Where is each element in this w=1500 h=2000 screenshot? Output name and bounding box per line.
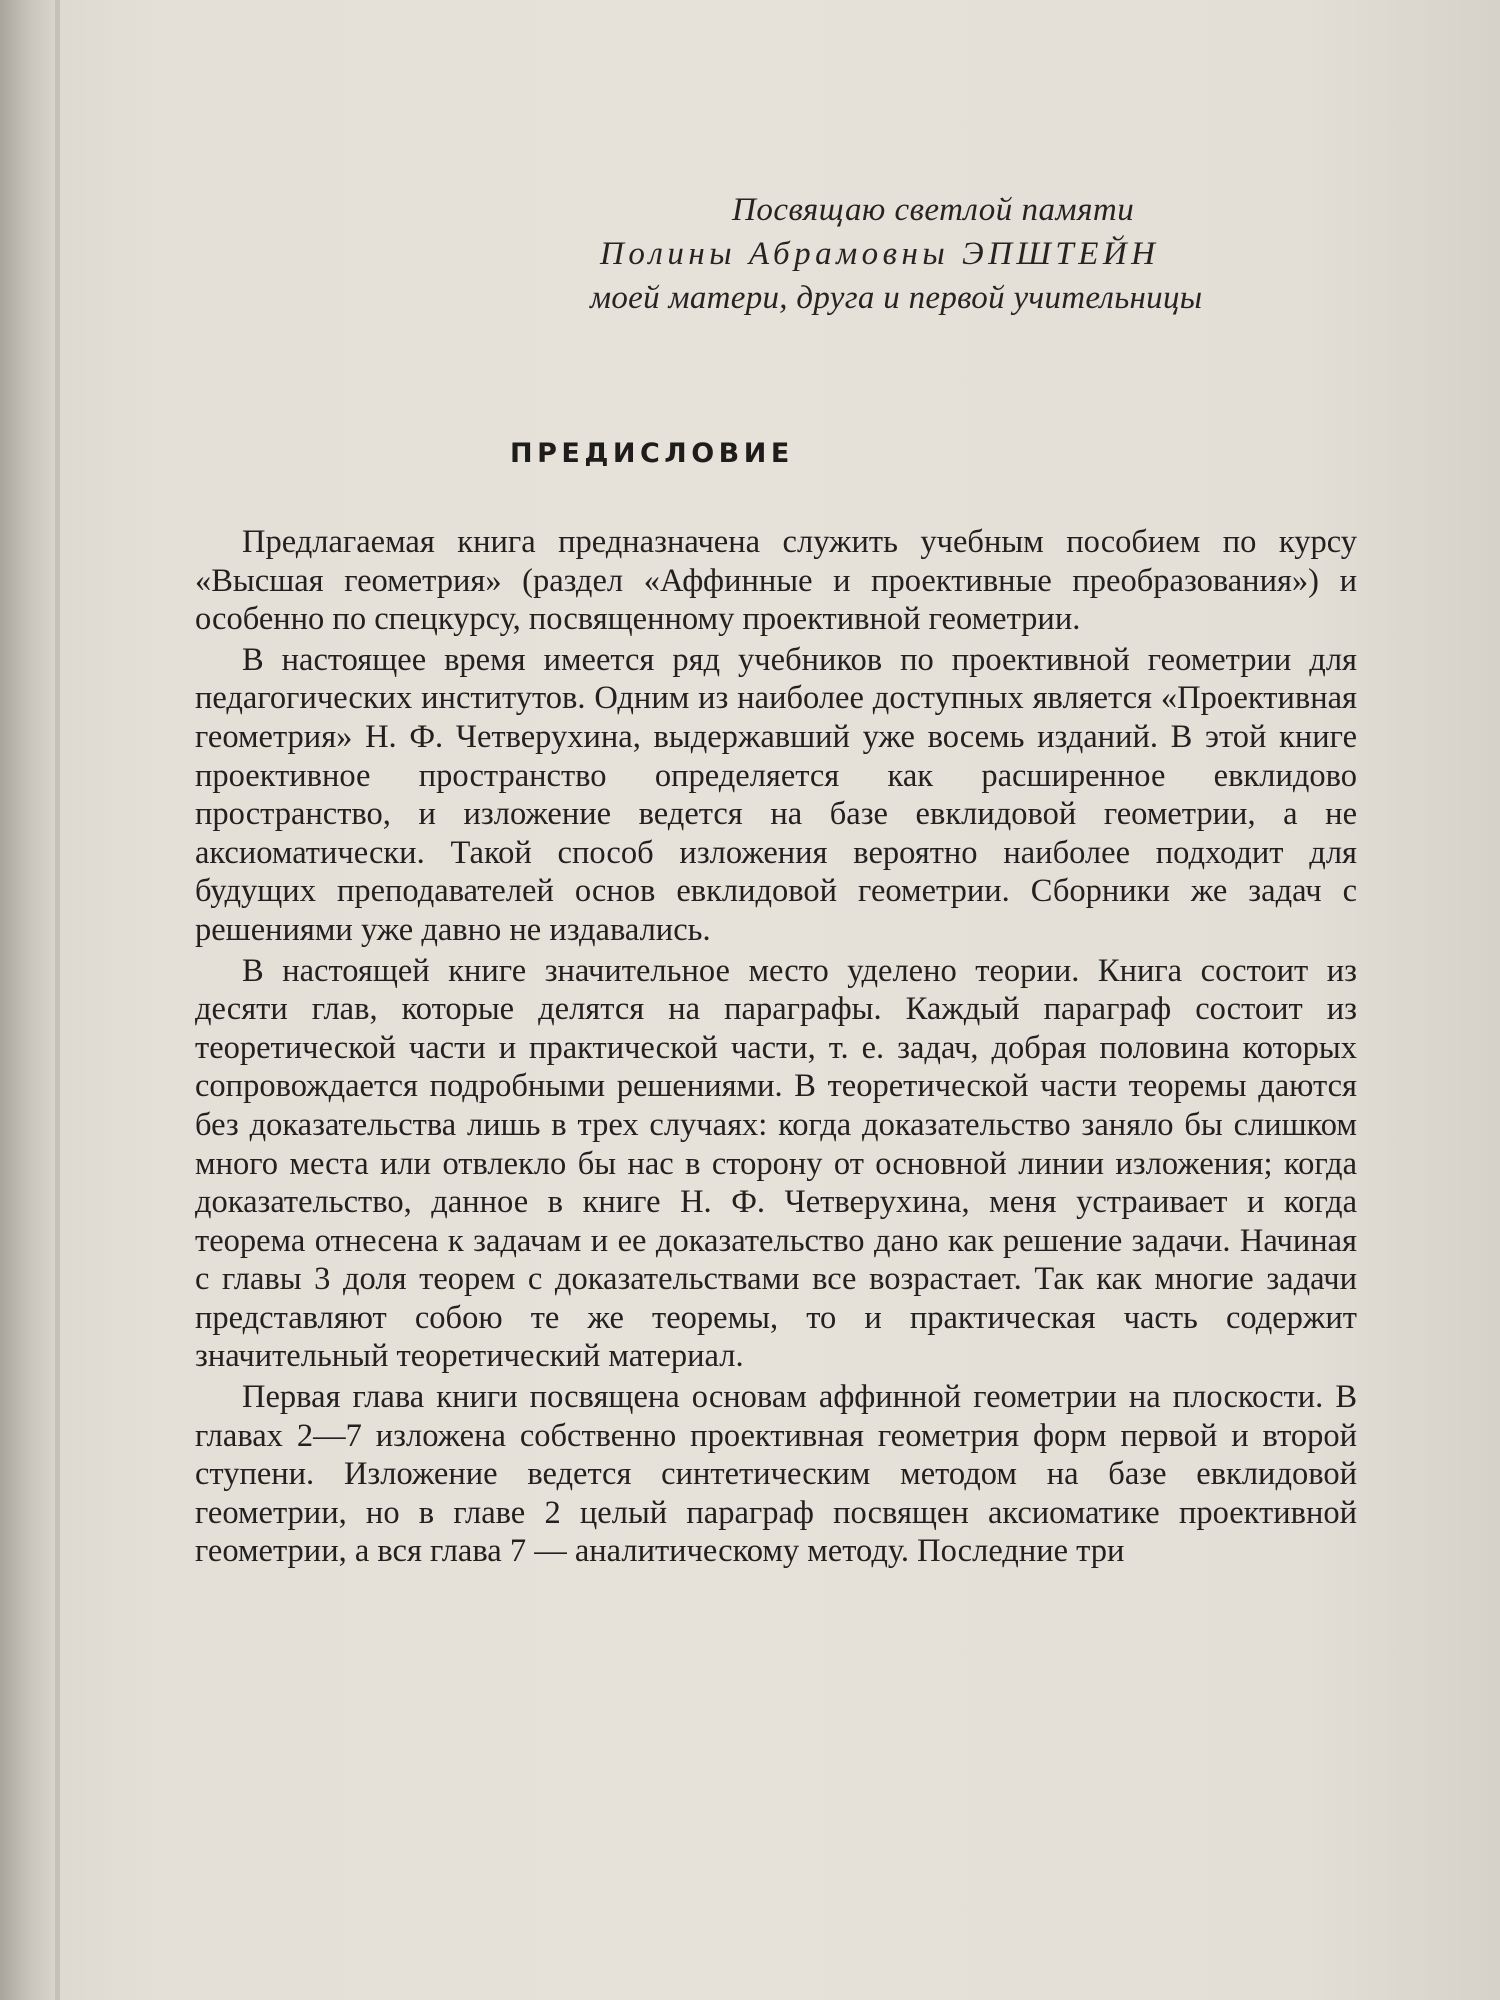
preface-body — [195, 523, 1357, 1571]
dedication-line-1: Посвящаю светлой памяти — [732, 192, 1135, 228]
paragraph-3: В настоящей книге значительное место уделено теории. Книга состоит из десяти глав, которые делятся на параграфы. Каждый параграф состоит из теоретической части и практической части, т. е. задач, добрая половина которых сопровождается подробными решениями. В теоретической части теоремы даются без доказательства лишь в трех случаях: когда доказательство заняло бы слишком много места или отвлекло бы нас в сторону от основной линии изложения; когда доказательство, данное в книге Н. Ф. Четверухина, меня устраивает и когда теорема отнесена к задачам и ее доказательство дано как решение задачи. Начиная с главы 3 доля теорем с доказательствами все возрастает. Так как многие задачи представляют собою те же теоремы, то и практическая часть содержит значительный теоретический материал. — [195, 952, 1357, 1375]
page-spine-shadow — [55, 0, 60, 2000]
section-heading: ПРЕДИСЛОВИЕ — [510, 438, 794, 469]
paragraph-2: В настоящее время имеется ряд учебников по проективной геометрии для педагогических институтов. Одним из наиболее доступных является «Проективная геометрия» Н. Ф. Четверухина, выдержавший уже восемь изданий. В этой книге проективное пространство определяется как расширенное евклидово пространство, и изложение ведется на базе евклидовой геометрии, а не аксиоматически. Такой способ изложения вероятно наиболее подходит для будущих преподавателей основ евклидовой геометрии. Сборники же задач с решениями уже давно не издавались. — [195, 641, 1357, 948]
dedication-line-3: моей матери, друга и первой учительницы — [590, 280, 1203, 316]
paragraph-4: Первая глава книги посвящена основам аффинной геометрии на плоскости. В главах 2—7 изложена собственно проективная геометрия форм первой и второй ступени. Изложение ведется синтетическим методом на базе евклидовой геометрии, но в главе 2 целый параграф посвящен аксиоматике проективной геометрии, а вся глава 7 — аналитическому методу. Последние три — [195, 1379, 1357, 1570]
dedication — [560, 188, 1380, 320]
paragraph-1: Предлагаемая книга предназначена служить учебным пособием по курсу «Высшая геометрия» (раздел «Аффинные и проективные преобразования») и особенно по спецкурсу, посвященному проективной геометрии. — [195, 524, 1357, 638]
dedication-line-2: Полины Абрамовны ЭПШТЕЙН — [600, 236, 1160, 272]
